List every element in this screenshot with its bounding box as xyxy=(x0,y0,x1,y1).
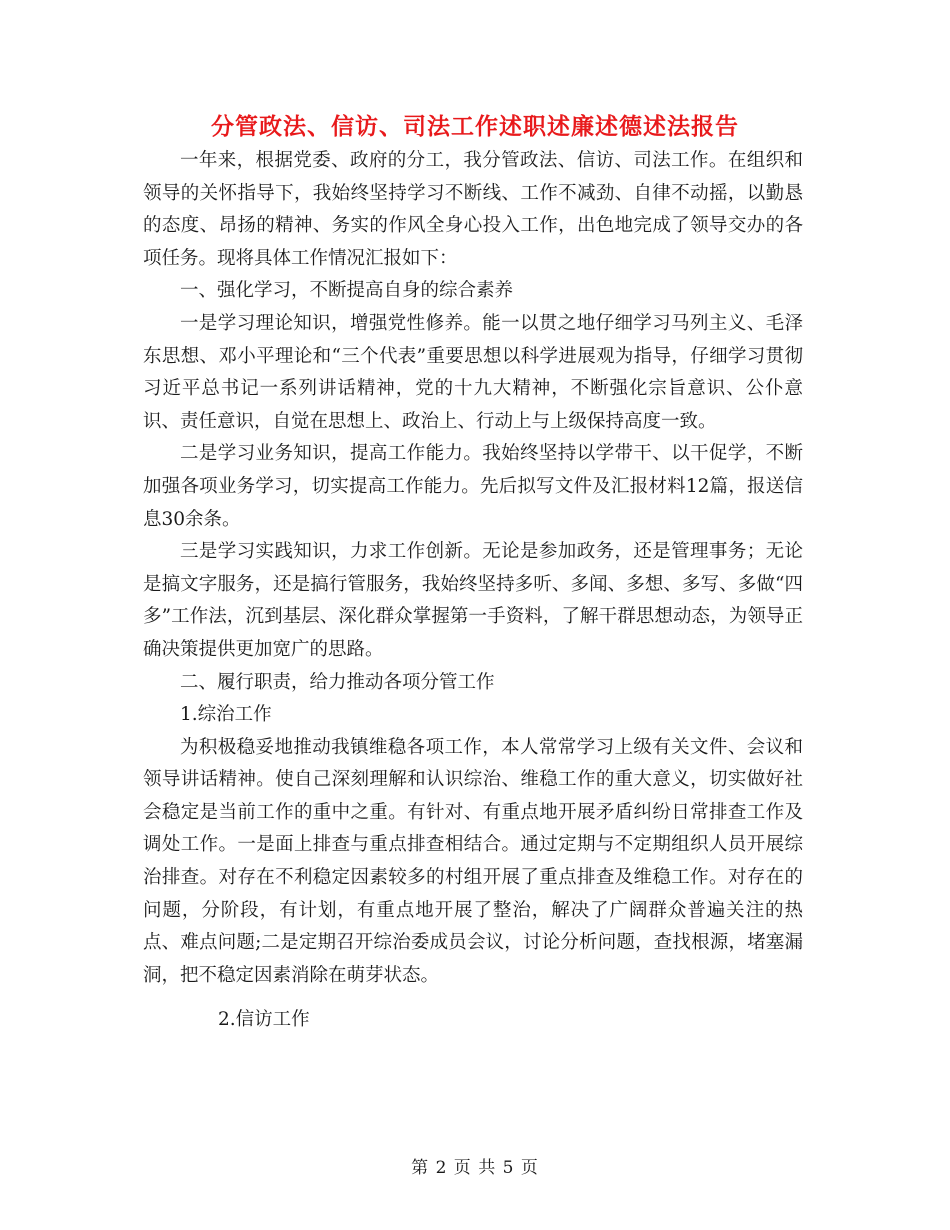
study-business-paragraph: 二是学习业务知识，提高工作能力。我始终坚持以学带干、以干促学，不断加强各项业务学习，切实提高工作能力。先后拟写文件及汇报材料12篇，报送信息30余条。 xyxy=(143,443,803,530)
study-practice-paragraph: 三是学习实践知识，力求工作创新。无论是参加政务，还是管理事务；无论是搞文字服务，还是搞行管服务，我始终坚持多听、多闻、多想、多写、多做“四多”工作法，沉到基层、深化群众掌握第一手资料，了解干群思想动态，为领导正确决策提供更加宽广的思路。 xyxy=(143,541,803,660)
document-title: 分管政法、信访、司法工作述职述廉述德述法报告 xyxy=(211,114,739,140)
subheading-comprehensive: 1.综治工作 xyxy=(180,704,272,726)
study-theory-paragraph: 一是学习理论知识，增强党性修养。能一以贯之地仔细学习马列主义、毛泽东思想、邓小平理论和“三个代表”重要思想以科学进展观为指导，仔细学习贯彻习近平总书记一系列讲话精神，党的十九大精神，不断强化宗旨意识、公仆意识、责任意识，自觉在思想上、政治上、行动上与上级保持高度一致。 xyxy=(143,312,803,432)
intro-paragraph: 一年来，根据党委、政府的分工，我分管政法、信访、司法工作。在组织和领导的关怀指导下，我始终坚持学习不断线、工作不减劲、自律不动摇，以勤恳的态度、昂扬的精神、务实的作风全身心投入工作，出色地完成了领导交办的各项任务。现将具体工作情况汇报如下： xyxy=(143,150,803,269)
page-footer: 第 2 页 共 5 页 xyxy=(411,1158,539,1178)
subheading-petition: 2.信访工作 xyxy=(218,1009,310,1031)
comprehensive-paragraph: 为积极稳妥地推动我镇维稳各项工作，本人常常学习上级有关文件、会议和领导讲话精神。使自己深刻理解和认识综治、维稳工作的重大意义，切实做好社会稳定是当前工作的重中之重。有针对、有重点地开展矛盾纠纷日常排查工作及调处工作。一是面上排查与重点排查相结合。通过定期与不定期组织人员开展综治排查。对存在不利稳定因素较多的村组开展了重点排查及维稳工作。对存在的问题，分阶段，有计划，有重点地开展了整治，解决了广阔群众普遍关注的热点、难点问题;二是定期召开综治委成员会议，讨论分析问题，查找根源，堵塞漏洞，把不稳定因素消除在萌芽状态。 xyxy=(143,736,803,986)
section-heading-2: 二、履行职责，给力推动各项分管工作 xyxy=(180,671,495,693)
section-heading-1: 一、强化学习，不断提高自身的综合素养 xyxy=(180,280,514,302)
document-body xyxy=(143,145,803,1037)
